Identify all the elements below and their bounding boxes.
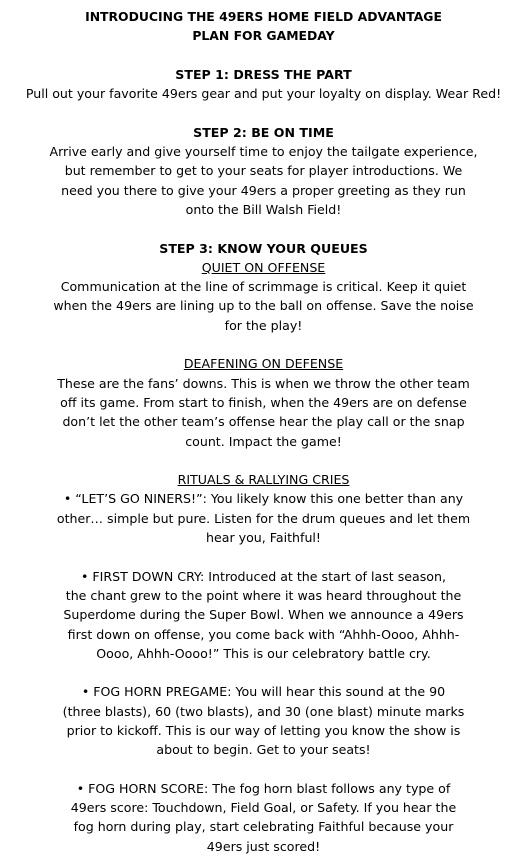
rallying-cry-line: first down on offense, you come back with “Ahhh-Oooo, Ahhh- [67,626,460,642]
spacer [0,335,527,354]
rallying-cry-line: Oooo, Ahhh-Oooo!” This is our celebratory battle cry. [96,645,431,661]
rallying-cry-line: other… simple but pure. Listen for the drum queues and let them [56,510,471,526]
title-line: PLAN FOR GAMEDAY [192,28,335,44]
rallying-cry-line: hear you, Faithful! [206,530,321,546]
rallying-cry-line: (three blasts), 60 (two blasts), and 30 (one blast) minute marks [62,703,465,719]
spacer [0,663,527,682]
defense-text-line: These are the fans’ downs. This is when we throw the other team [57,375,470,391]
step2-heading: STEP 2: BE ON TIME [193,124,334,140]
offense-text-line: Communication at the line of scrimmage is critical. Keep it quiet [60,279,467,295]
step1-section [0,65,527,104]
rallying-cry-item [0,779,527,856]
offense-heading: QUIET ON OFFENSE [201,259,326,275]
spacer [0,219,527,238]
rituals-heading: RITUALS & RALLYING CRIES [177,472,350,488]
rallying-cry-item [0,489,527,547]
step1-text-line: Pull out your favorite 49ers gear and put your loyalty on display. Wear Red! [25,86,502,102]
rallying-cry-line: • “LET’S GO NINERS!”: You likely know this one better than any [63,491,464,507]
defense-heading: DEAFENING ON DEFENSE [183,356,344,372]
rallying-cry-line: about to begin. Get to your seats! [156,742,371,758]
spacer [0,760,527,779]
rallying-cry-line: Superdome during the Super Bowl. When we announce a 49ers [63,607,464,623]
rallying-cry-line: 49ers just scored! [206,838,321,854]
defense-text-line: don’t let the other team’s offense hear the play call or the snap [62,414,465,430]
offense-text-line: when the 49ers are lining up to the ball on offense. Save the noise [53,298,474,314]
step2-text-line: need you there to give your 49ers a proper greeting as they run [61,182,466,198]
title-line: INTRODUCING THE 49ERS HOME FIELD ADVANTAGE [85,9,442,24]
spacer [0,46,527,65]
rituals-subsection [0,470,527,856]
offense-text-line: for the play! [224,317,303,333]
rallying-cry-line: • FOG HORN PREGAME: You will hear this sound at the 90 [81,684,446,700]
rallying-cry-line: the chant grew to the point where it was heard throughout the [65,587,462,603]
spacer [0,103,527,122]
document-title [0,7,527,46]
rallying-cry-line: fog horn during play, start celebrating Faithful because your [73,819,454,835]
defense-subsection [0,354,527,450]
defense-text-line: off its game. From start to finish, when the 49ers are on defense [60,394,467,410]
step3-section [0,239,527,856]
step2-section [0,123,527,219]
step3-heading: STEP 3: KNOW YOUR QUEUES [159,240,368,256]
step1-heading: STEP 1: DRESS THE PART [175,66,352,82]
rallying-cry-line: 49ers score: Touchdown, Field Goal, or Safety. If you hear the [70,800,457,816]
spacer [0,547,527,566]
rallying-cry-line: • FIRST DOWN CRY: Introduced at the start of last season, [80,568,446,584]
rallying-cry-line: prior to kickoff. This is our way of letting you know the show is [66,722,461,738]
step2-text-line: onto the Bill Walsh Field! [185,201,342,217]
defense-text-line: count. Impact the game! [185,433,342,449]
step2-text-line: but remember to get to your seats for player introductions. We [64,163,463,179]
rallying-cry-line: • FOG HORN SCORE: The fog horn blast follows any type of [76,780,451,796]
rallying-cry-item [0,567,527,663]
spacer [0,451,527,470]
offense-subsection [0,258,527,335]
rallying-cry-item [0,682,527,759]
step2-text-line: Arrive early and give yourself time to enjoy the tailgate experience, [49,144,478,160]
